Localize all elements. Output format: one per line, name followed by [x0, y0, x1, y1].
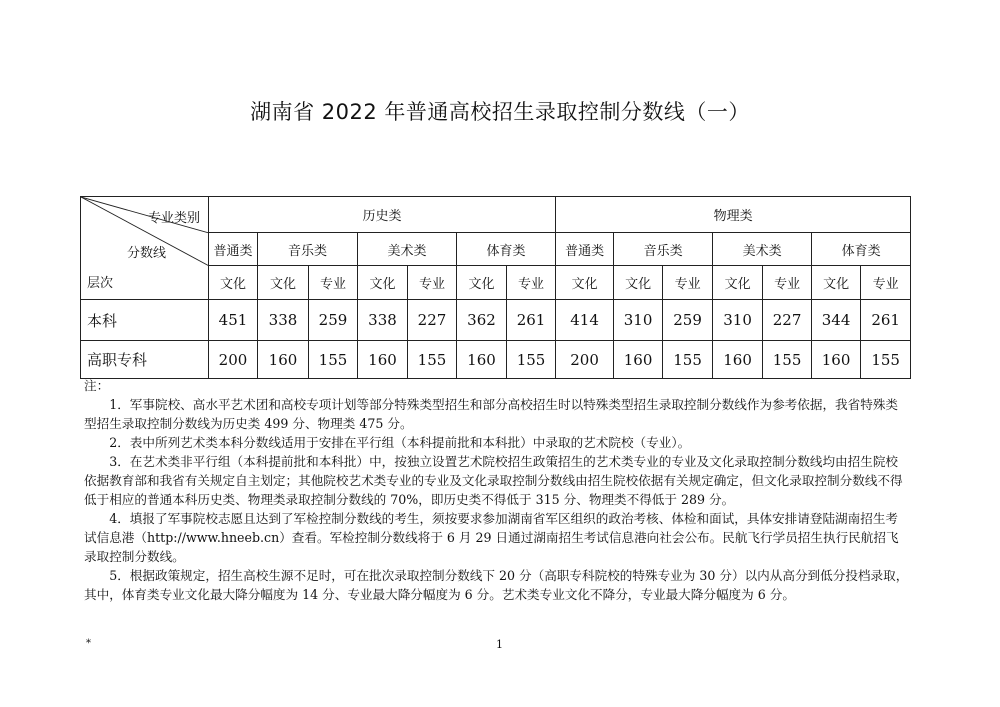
score-cell: 414: [556, 300, 614, 341]
score-cell: 160: [258, 341, 309, 379]
score-cell: 310: [614, 300, 663, 341]
document-title: 湖南省 2022 年普通高校招生录取控制分数线（一）: [250, 100, 750, 124]
subject-header: 专业: [663, 266, 713, 300]
corner-label-level: 层次: [87, 276, 114, 291]
score-cell: 261: [861, 300, 911, 341]
score-cell: 344: [812, 300, 861, 341]
subject-header: 文化: [209, 266, 258, 300]
subject-header: 专业: [507, 266, 556, 300]
score-cell: 160: [358, 341, 408, 379]
score-cell: 338: [258, 300, 309, 341]
score-cell: 155: [861, 341, 911, 379]
score-cell: 155: [408, 341, 457, 379]
score-cell: 338: [358, 300, 408, 341]
score-cell: 451: [209, 300, 258, 341]
subgroup-history-sports: 体育类: [457, 233, 556, 266]
group-header-history: 历史类: [209, 197, 556, 233]
note-item-4: 4．填报了军事院校志愿且达到了军检控制分数线的考生，须按要求参加湖南省军区组织的政治考核、体检和面试，具体安排请登陆湖南招生考试信息港（http://www.hneeb.cn）查看。军检控制分数线将于 6 月 29 日通过湖南招生考试信息港向社会公布。民航飞行学员招生执行民航招飞录取控制分数线。: [84, 511, 899, 564]
page-number: 1: [496, 638, 503, 651]
subgroup-history-art: 美术类: [358, 233, 457, 266]
subject-header: 专业: [408, 266, 457, 300]
score-cell: 227: [408, 300, 457, 341]
corner-label-category: 专业类别: [147, 211, 200, 226]
score-cell: 155: [507, 341, 556, 379]
subject-header: 专业: [763, 266, 812, 300]
score-cell: 200: [209, 341, 258, 379]
table-row-vocational: [81, 341, 911, 379]
score-cell: 155: [763, 341, 812, 379]
score-cell: 155: [309, 341, 358, 379]
score-cell: 155: [663, 341, 713, 379]
score-cell: 227: [763, 300, 812, 341]
subject-header: 文化: [457, 266, 507, 300]
notes-heading: 注：: [84, 378, 110, 393]
score-cell: 200: [556, 341, 614, 379]
score-cell: 362: [457, 300, 507, 341]
score-cell: 310: [713, 300, 763, 341]
subgroup-history-general: 普通类: [209, 233, 258, 266]
note-item-1: 1．军事院校、高水平艺术团和高校专项计划等部分特殊类型招生和部分高校招生时以特殊类型招生录取控制分数线作为参考依据，我省特殊类型招生录取控制分数线为历史类 499 分、物理类 475 分。: [84, 397, 899, 431]
score-cell: 160: [457, 341, 507, 379]
note-item-5: 5．根据政策规定，招生高校生源不足时，可在批次录取控制分数线下 20 分（高职专科院校的特殊专业为 30 分）以内从高分到低分投档录取，其中，体育类专业文化最大降分幅度为 14 分、专业最大降分幅度为 6 分。艺术类专业文化不降分，专业最大降分幅度为 6 分。: [84, 568, 909, 602]
score-table: [80, 196, 911, 379]
subject-header: 文化: [258, 266, 309, 300]
subject-header: 文化: [358, 266, 408, 300]
subgroup-physics-art: 美术类: [713, 233, 812, 266]
subgroup-history-music: 音乐类: [258, 233, 358, 266]
group-header-physics: 物理类: [556, 197, 911, 233]
subject-header: 文化: [812, 266, 861, 300]
row-label: 本科: [81, 300, 209, 341]
score-cell: 261: [507, 300, 556, 341]
score-cell: 259: [663, 300, 713, 341]
subject-header: 专业: [309, 266, 358, 300]
subject-header: 文化: [713, 266, 763, 300]
notes-section: [84, 376, 910, 604]
score-cell: 160: [713, 341, 763, 379]
corner-label-score: 分数线: [127, 246, 167, 261]
subject-header: 文化: [614, 266, 663, 300]
subject-header: 专业: [861, 266, 911, 300]
subgroup-physics-sports: 体育类: [812, 233, 911, 266]
row-label: 高职专科: [81, 341, 209, 379]
footer-mark: *: [86, 638, 91, 649]
subgroup-physics-general: 普通类: [556, 233, 614, 266]
subgroup-physics-music: 音乐类: [614, 233, 713, 266]
note-item-3: 3．在艺术类非平行组（本科提前批和本科批）中，按独立设置艺术院校招生政策招生的艺术类专业的专业及文化录取控制分数线均由招生院校依据教育部和我省有关规定自主划定；其他院校艺术类专业的专业及文化录取控制分数线由招生院校依据有关规定确定，但文化录取控制分数线不得低于相应的普通本科历史类、物理类录取控制分数线的 70%，即历史类不得低于 315 分、物理类不得低于 289 分。: [84, 454, 903, 507]
subject-header: 文化: [556, 266, 614, 300]
table-row-undergraduate: [81, 300, 911, 341]
score-cell: 160: [614, 341, 663, 379]
table-corner-header: [81, 197, 209, 300]
note-item-2: 2．表中所列艺术类本科分数线适用于安排在平行组（本科提前批和本科批）中录取的艺术院校（专业）。: [109, 435, 691, 450]
score-cell: 160: [812, 341, 861, 379]
score-cell: 259: [309, 300, 358, 341]
